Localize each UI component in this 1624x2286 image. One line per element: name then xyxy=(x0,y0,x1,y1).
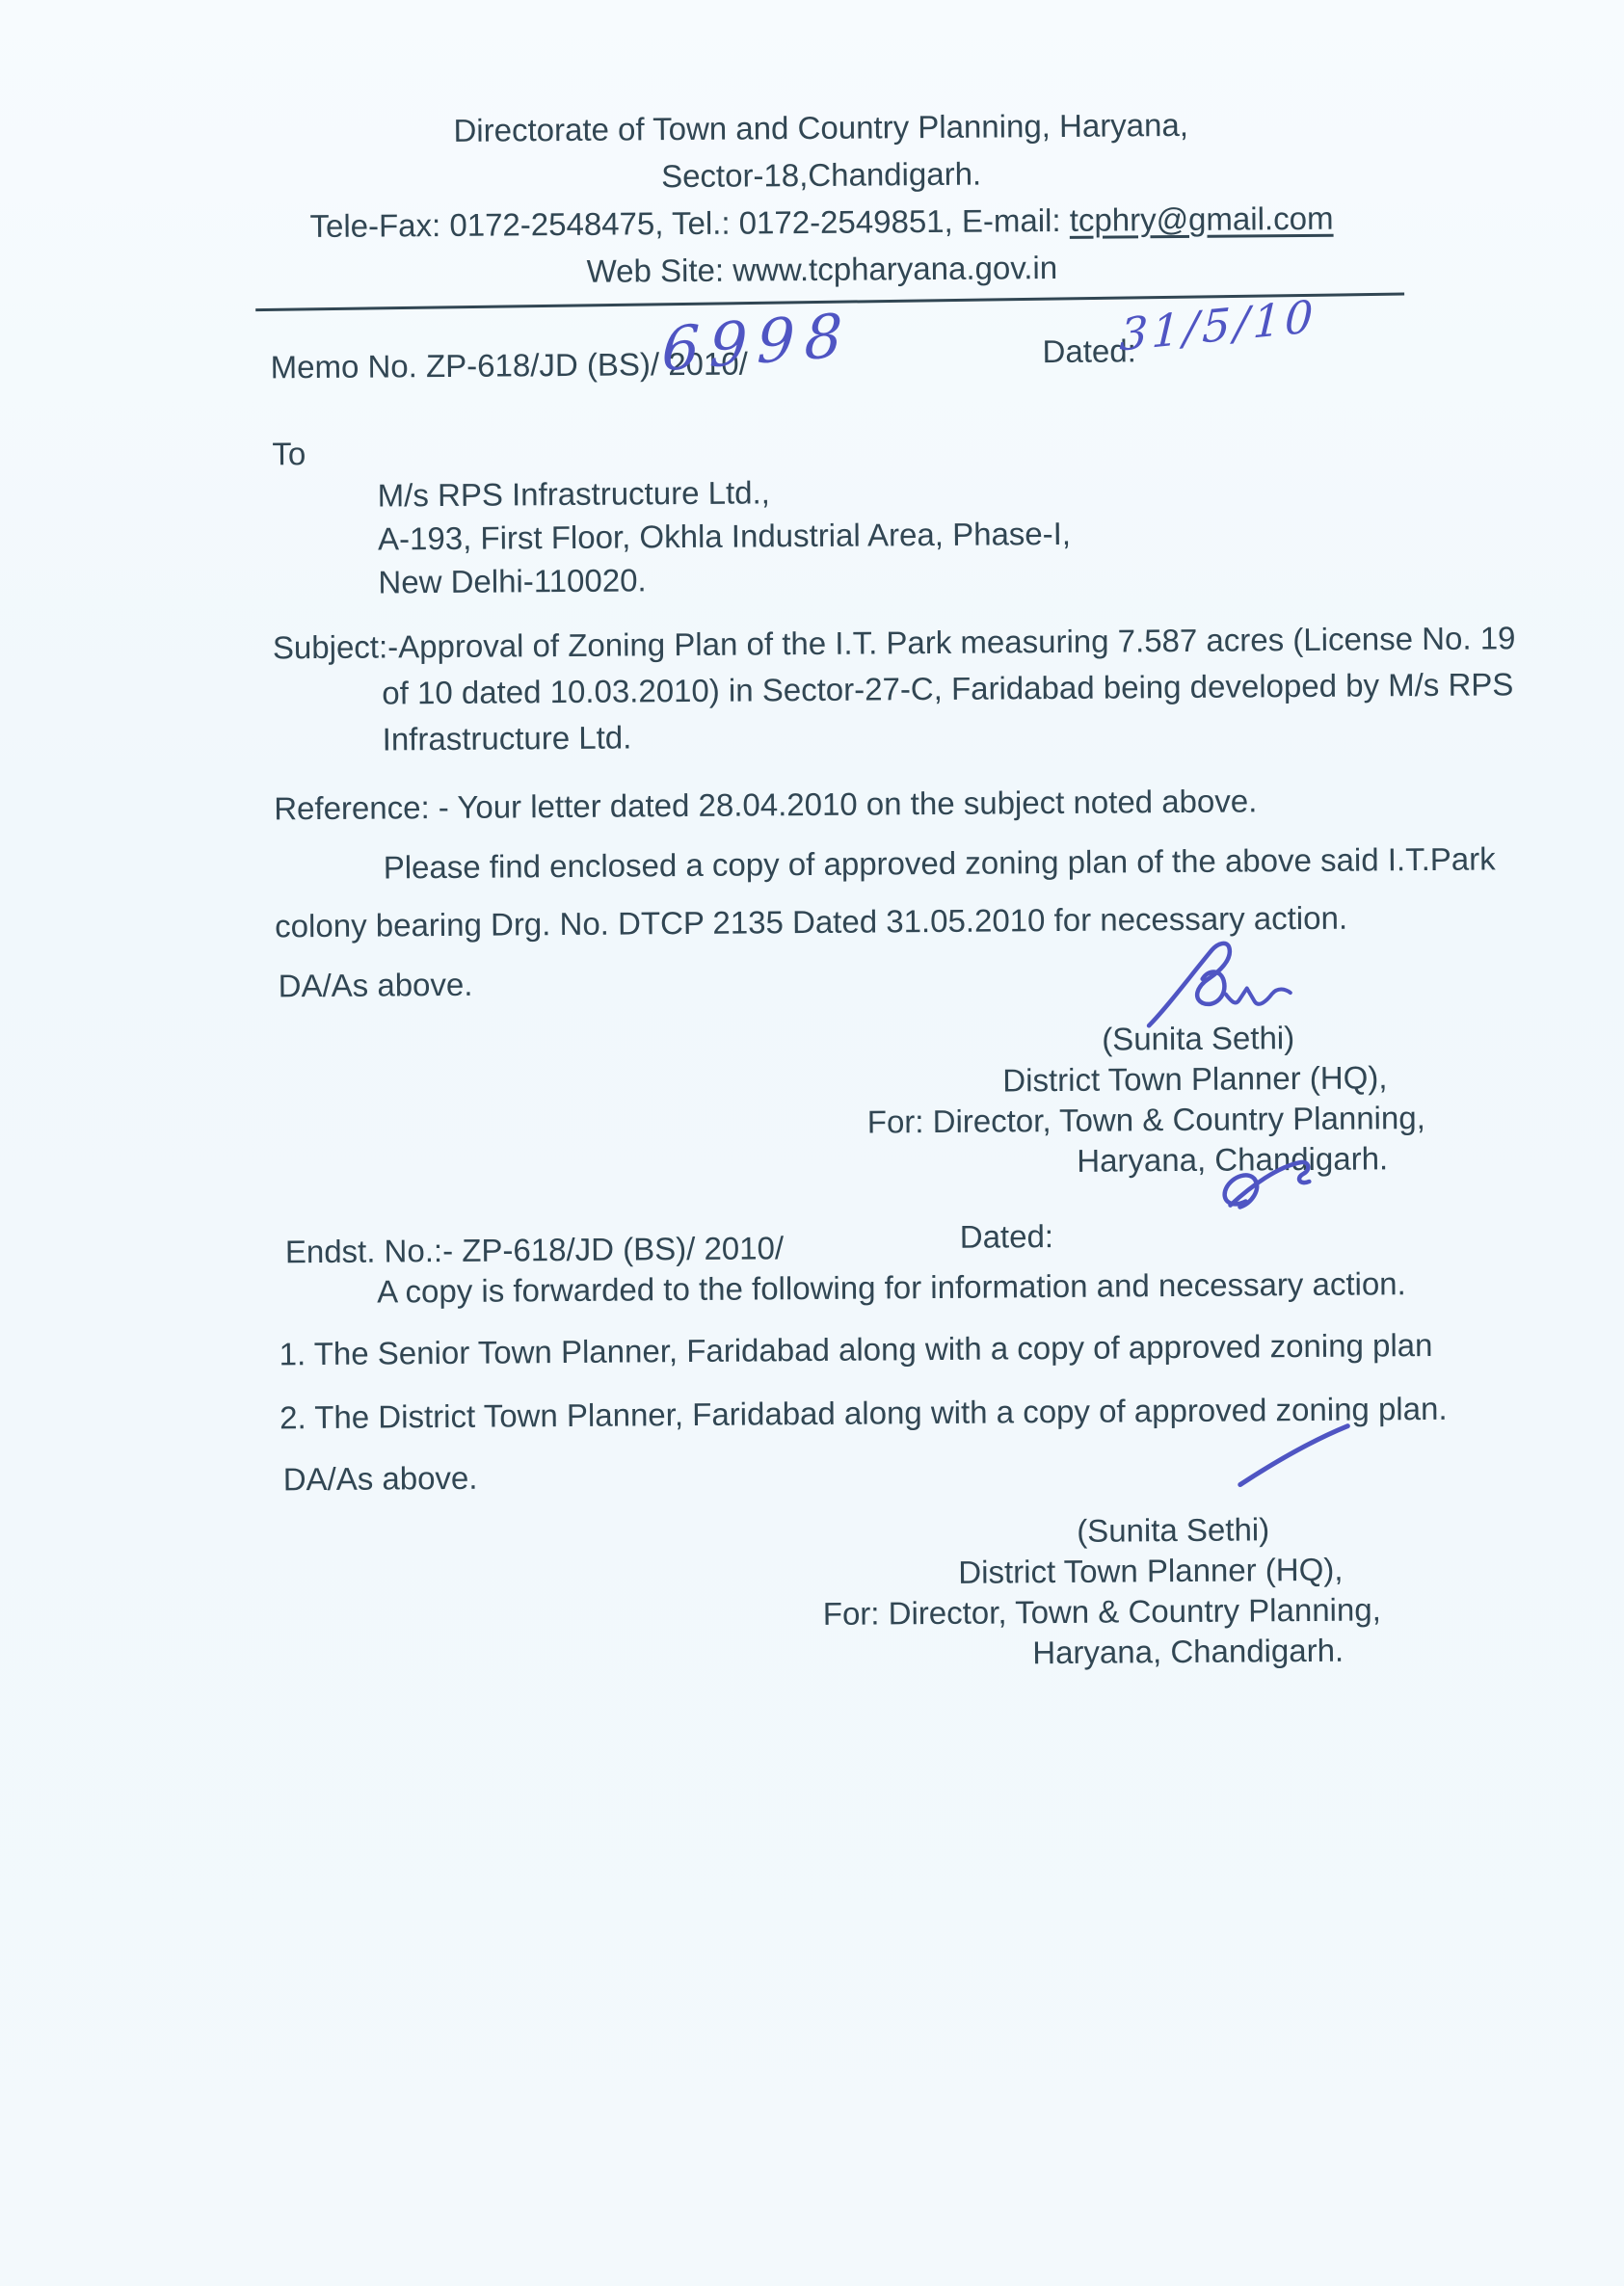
recipient-line: A-193, First Floor, Okhla Industrial Area, Phase-I, xyxy=(377,515,1072,557)
enclosure-note: DA/As above. xyxy=(282,1459,478,1498)
memo-number-label: Memo No. ZP-618/JD (BS)/ 2010/ xyxy=(270,345,748,385)
website-line: Web Site: www.tcpharyana.gov.in xyxy=(586,249,1058,289)
email-link: tcphry@gmail.com xyxy=(1069,199,1334,238)
subject-line: Subject:-Approval of Zoning Plan of the I.T. Park measuring 7.587 acres (License No. 19 xyxy=(272,620,1516,666)
reference-line: Reference: - Your letter dated 28.04.2010 on the subject noted above. xyxy=(274,783,1258,827)
cc-item: 2. The District Town Planner, Faridabad along with a copy of approved zoning plan. xyxy=(280,1390,1448,1436)
letterhead xyxy=(31,97,1612,299)
forward-line: A copy is forwarded to the following for information and necessary action. xyxy=(377,1265,1406,1310)
org-address: Sector-18,Chandigarh. xyxy=(660,155,982,195)
salutation: To xyxy=(272,436,306,472)
body-line: colony bearing Drg. No. DTCP 2135 Dated 31.05.2010 for necessary action. xyxy=(275,899,1348,944)
endst-dated-label: Dated: xyxy=(959,1218,1054,1255)
signatory-title: District Town Planner (HQ), xyxy=(1002,1059,1388,1099)
enclosure-note: DA/As above. xyxy=(278,966,473,1004)
cc-item: 1. The Senior Town Planner, Faridabad along with a copy of approved zoning plan xyxy=(279,1326,1433,1372)
signature-ink-2 xyxy=(1234,1421,1355,1491)
subject-line: Infrastructure Ltd. xyxy=(382,719,632,758)
signatory-for-line: For: Director, Town & Country Planning, xyxy=(822,1591,1381,1632)
recipient-line: New Delhi-110020. xyxy=(378,562,647,600)
signature-block-2 xyxy=(822,1509,1381,1675)
subject-block xyxy=(273,615,1517,763)
signatory-for-line: For: Director, Town & Country Planning, xyxy=(866,1100,1425,1140)
signatory-place: Haryana, Chandigarh. xyxy=(1077,1140,1389,1179)
endst-number-label: Endst. No.:- ZP-618/JD (BS)/ 2010/ xyxy=(284,1230,785,1270)
org-name: Directorate of Town and Country Planning, Haryana, xyxy=(453,106,1189,148)
recipient-address xyxy=(378,468,1072,604)
body-line: Please find enclosed a copy of approved zoning plan of the above said I.T.Park xyxy=(383,840,1496,886)
signatory-title: District Town Planner (HQ), xyxy=(958,1551,1344,1590)
memo-number-handwritten: 6998 xyxy=(660,299,853,385)
contact-numbers: Tele-Fax: 0172-2548475, Tel.: 0172-2549851, E-mail: xyxy=(309,201,1070,245)
signature-ink-1 xyxy=(1140,936,1305,1028)
signature-initials xyxy=(1216,1153,1322,1213)
recipient-line: M/s RPS Infrastructure Ltd., xyxy=(377,474,770,514)
memo-dated-label: Dated: xyxy=(1042,332,1136,370)
signatory-name: (Sunita Sethi) xyxy=(1077,1511,1270,1549)
memo-date-handwritten: 31/5/10 xyxy=(1118,289,1318,361)
signatory-place: Haryana, Chandigarh. xyxy=(1032,1632,1344,1671)
subject-line: of 10 dated 10.03.2010) in Sector-27-C, Faridabad being developed by M/s RPS xyxy=(382,666,1514,711)
signatory-name: (Sunita Sethi) xyxy=(1102,1020,1295,1057)
